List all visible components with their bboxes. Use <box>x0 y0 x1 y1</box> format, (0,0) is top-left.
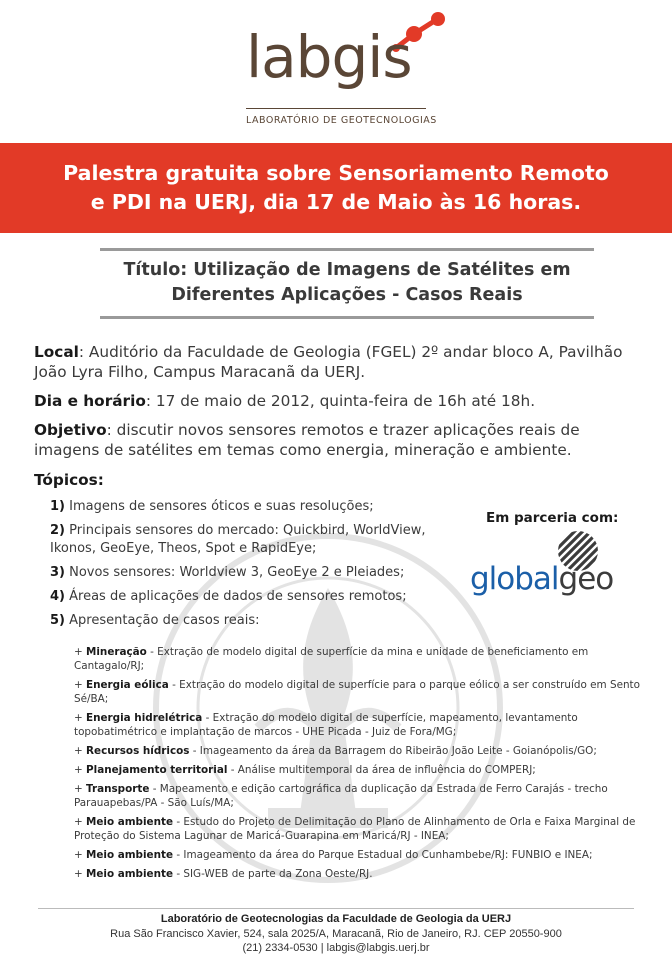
talk-title-line-1: Título: Utilização de Imagens de Satélites em <box>123 260 571 280</box>
list-item <box>74 645 646 673</box>
banner-text <box>56 159 616 217</box>
case-text: - Mapeamento e edição cartográfica da duplicação da Estrada de Ferro Carajás - trecho Parauapebas/PA - São Luís/MA; <box>74 783 608 809</box>
footer-divider <box>38 908 634 909</box>
labgis-logo <box>246 8 446 132</box>
list-item <box>50 588 450 606</box>
list-item <box>74 711 646 739</box>
case-text: - Imageamento da área da Barragem do Ribeirão João Leite - Goianópolis/GO; <box>189 745 597 757</box>
case-prefix: + <box>74 816 87 828</box>
case-text: - Extração do modelo digital de superfície, mapeamento, levantamento topobatimétrico e implantação de marcos - UHE Picada - Juiz de Fora/MG; <box>74 712 578 738</box>
topics-list <box>50 498 450 636</box>
list-item <box>74 763 646 777</box>
objective-paragraph <box>34 420 644 460</box>
globalgeo-logo <box>470 530 640 602</box>
schedule-label: Dia e horário <box>34 392 146 410</box>
case-text: - Análise multitemporal da área de influência do COMPERJ; <box>227 764 536 776</box>
talk-title <box>90 258 604 308</box>
talk-title-line-2: Diferentes Aplicações - Casos Reais <box>171 285 523 305</box>
case-label: Energia hidrelétrica <box>86 712 203 724</box>
objective-label: Objetivo <box>34 421 107 439</box>
case-text: - Imageamento da área do Parque Estadual do Cunhambebe/RJ: FUNBIO e INEA; <box>173 849 593 861</box>
topic-number: 2) <box>50 523 65 538</box>
title-top-rule <box>100 248 594 251</box>
list-item <box>50 498 450 516</box>
footer <box>0 912 672 956</box>
case-text: - SIG-WEB de parte da Zona Oeste/RJ. <box>173 868 373 880</box>
list-item <box>50 612 450 630</box>
cases-list <box>74 645 646 886</box>
case-label: Meio ambiente <box>86 816 174 828</box>
topic-text: Imagens de sensores óticos e suas resoluções; <box>65 499 374 514</box>
partner-label: Em parceria com: <box>486 510 619 526</box>
topic-text: Áreas de aplicações de dados de sensores remotos; <box>65 589 407 604</box>
case-label: Planejamento territorial <box>86 764 228 776</box>
case-prefix: + <box>74 712 87 724</box>
case-label: Energia eólica <box>86 679 169 691</box>
schedule-paragraph <box>34 391 644 411</box>
banner-line-2: e PDI na UERJ, dia 17 de Maio às 16 horas. <box>90 190 582 214</box>
globalgeo-wordmark-part-2: geo <box>558 561 614 597</box>
case-text: - Extração de modelo digital de superfície da mina e unidade de beneficiamento em Cantagalo/RJ; <box>74 646 589 672</box>
topic-text: Principais sensores do mercado: Quickbird, WorldView, Ikonos, GeoEye, Theos, Spot e RapidEye; <box>50 523 426 556</box>
case-label: Meio ambiente <box>86 868 174 880</box>
case-prefix: + <box>74 646 87 658</box>
case-prefix: + <box>74 868 87 880</box>
footer-institution: Laboratório de Geotecnologias da Faculdade de Geologia da UERJ <box>160 913 512 925</box>
case-prefix: + <box>74 849 87 861</box>
logo-wordmark: labgis <box>246 23 412 91</box>
footer-address: Rua São Francisco Xavier, 524, sala 2025/A, Maracanã, Rio de Janeiro, RJ. CEP 20550-900 <box>110 927 562 940</box>
topic-number: 5) <box>50 613 65 628</box>
topic-number: 3) <box>50 565 65 580</box>
announcement-banner <box>0 143 672 233</box>
banner-line-1: Palestra gratuita sobre Sensoriamento Remoto <box>63 161 609 185</box>
list-item <box>74 678 646 706</box>
title-bottom-rule <box>100 316 594 319</box>
location-text: : Auditório da Faculdade de Geologia (FGEL) 2º andar bloco A, Pavilhão João Lyra Filho, Campus Maracanã da UERJ. <box>34 343 623 381</box>
list-item <box>74 848 646 862</box>
case-text: - Estudo do Projeto de Delimitação do Plano de Alinhamento de Orla e Faixa Marginal de Proteção do Sistema Lagunar de Maricá-Guarapina em Maricá/RJ - INEA; <box>74 816 636 842</box>
case-label: Recursos hídricos <box>86 745 190 757</box>
logo-subtitle: LABORATÓRIO DE GEOTECNOLOGIAS <box>246 115 437 126</box>
case-prefix: + <box>74 679 87 691</box>
list-item <box>74 744 646 758</box>
list-item <box>50 564 450 582</box>
footer-contact: (21) 2334-0530 | labgis@labgis.uerj.br <box>242 942 430 954</box>
case-text: - Extração do modelo digital de superfície para o parque eólico a ser construído em Sento Sé/BA; <box>74 679 640 705</box>
case-prefix: + <box>74 764 87 776</box>
topic-number: 4) <box>50 589 65 604</box>
case-prefix: + <box>74 745 87 757</box>
location-label: Local <box>34 343 79 361</box>
topic-number: 1) <box>50 499 65 514</box>
location-paragraph <box>34 342 644 382</box>
topic-text: Apresentação de casos reais: <box>65 613 260 628</box>
list-item <box>74 867 646 881</box>
schedule-text: : 17 de maio de 2012, quinta-feira de 16h até 18h. <box>145 392 536 410</box>
globalgeo-wordmark <box>470 561 614 597</box>
case-label: Meio ambiente <box>86 849 174 861</box>
list-item <box>74 782 646 810</box>
list-item <box>50 522 450 558</box>
logo-divider <box>246 108 426 109</box>
case-prefix: + <box>74 783 87 795</box>
list-item <box>74 815 646 843</box>
case-label: Transporte <box>86 783 150 795</box>
topic-text: Novos sensores: Worldview 3, GeoEye 2 e Pleiades; <box>65 565 405 580</box>
case-label: Mineração <box>86 646 147 658</box>
objective-text: : discutir novos sensores remotos e trazer aplicações reais de imagens de satélites em temas como energia, mineração e ambiente. <box>34 421 580 459</box>
topics-heading: Tópicos: <box>34 471 104 489</box>
globalgeo-wordmark-part-1: global <box>470 561 559 597</box>
